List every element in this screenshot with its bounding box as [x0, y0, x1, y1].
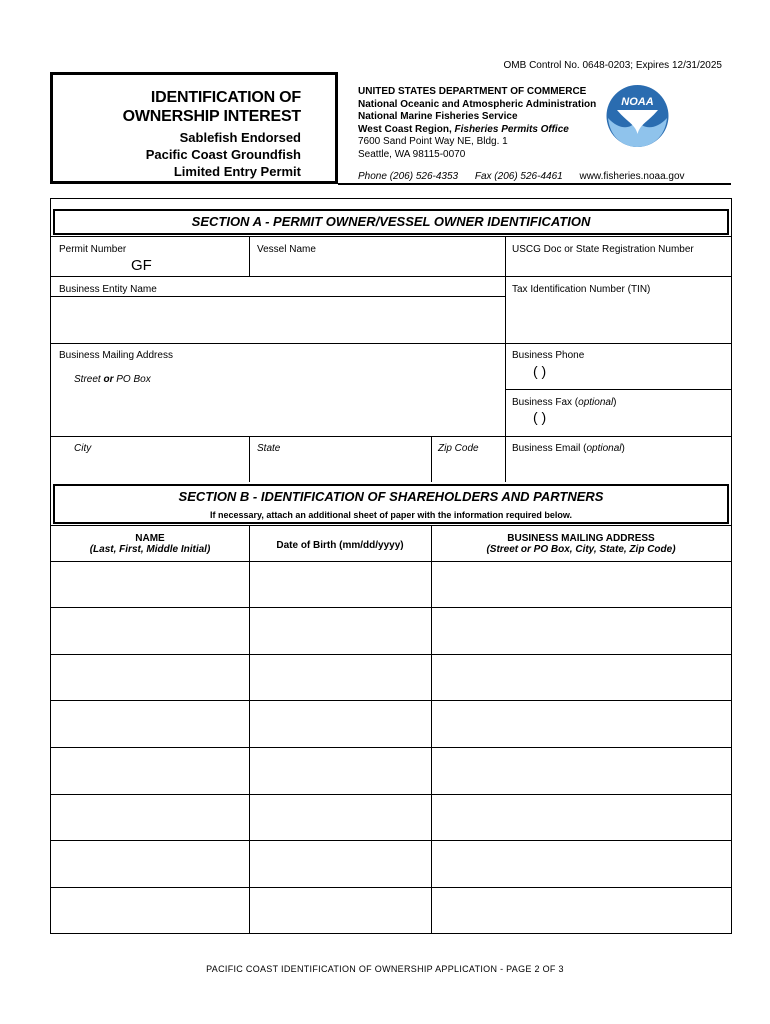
- fax-label-text: Business Fax (: [512, 397, 579, 408]
- agency-address-line-2: Seattle, WA 98115-0070: [358, 148, 466, 160]
- col-dob-header: Date of Birth (mm/dd/yyyy): [276, 540, 404, 551]
- business-entity-name-field[interactable]: [51, 297, 505, 343]
- logo-text: NOAA: [621, 96, 654, 108]
- section-a-header: SECTION A - PERMIT OWNER/VESSEL OWNER IDENTIFICATION: [53, 209, 729, 235]
- agency-region: [358, 124, 596, 137]
- title-line-2: OWNERSHIP INTEREST: [122, 108, 301, 125]
- vessel-name-label: Vessel Name: [257, 244, 316, 255]
- table-row[interactable]: [51, 795, 731, 840]
- subtitle-line-3: Limited Entry Permit: [173, 164, 301, 179]
- zip-code-label: Zip Code: [438, 443, 479, 454]
- table-row[interactable]: [51, 888, 731, 933]
- form-body: [50, 198, 732, 934]
- agency-office: Fisheries Permits Office: [454, 123, 569, 135]
- table-row[interactable]: [51, 655, 731, 700]
- col-name-header: [51, 533, 249, 555]
- tin-label: Tax Identification Number (TIN): [512, 284, 651, 295]
- agency-phone: Phone (206) 526-4353: [358, 171, 459, 182]
- business-entity-name-label: Business Entity Name: [59, 284, 157, 295]
- business-phone-label: Business Phone: [512, 350, 585, 361]
- fax-area-code-field[interactable]: ( ): [533, 409, 547, 425]
- table-row[interactable]: [51, 608, 731, 654]
- email-label-text: Business Email (: [512, 443, 587, 454]
- uscg-number-label: USCG Doc or State Registration Number: [512, 244, 694, 255]
- divider: [51, 276, 731, 277]
- street-hint-street: Street: [74, 374, 104, 385]
- section-b-title: SECTION B - IDENTIFICATION OF SHAREHOLDERS AND PARTNERS: [178, 489, 604, 504]
- form-title: [123, 88, 301, 126]
- header-rule: [338, 183, 731, 185]
- col-address-header: [431, 533, 731, 555]
- col-address-title: BUSINESS MAILING ADDRESS: [507, 533, 655, 544]
- agency-address-block: [358, 86, 596, 161]
- table-row[interactable]: [51, 841, 731, 887]
- form-title-box: [50, 72, 338, 184]
- agency-region-name: West Coast Region,: [358, 123, 455, 135]
- street-hint-or: or: [103, 374, 114, 385]
- subtitle-line-2: Pacific Coast Groundfish: [145, 147, 301, 162]
- table-row[interactable]: [51, 701, 731, 747]
- divider: [505, 389, 731, 390]
- divider: [51, 236, 731, 237]
- fax-optional: optional: [578, 397, 614, 408]
- agency-nmfs: National Marine Fisheries Service: [358, 111, 518, 122]
- divider: [249, 436, 250, 482]
- divider: [51, 343, 731, 344]
- page-footer: PACIFIC COAST IDENTIFICATION OF OWNERSHIP APPLICATION - PAGE 2 OF 3: [206, 964, 564, 974]
- phone-area-code-field[interactable]: ( ): [533, 363, 547, 379]
- mailing-address-label: Business Mailing Address: [59, 350, 173, 361]
- section-b-header: [53, 484, 729, 524]
- title-line-1: IDENTIFICATION OF: [150, 89, 301, 106]
- fax-label-close: ): [613, 397, 617, 408]
- permit-number-prefix[interactable]: GF: [131, 257, 152, 274]
- business-email-label: [512, 443, 625, 454]
- divider: [431, 436, 432, 482]
- permit-number-label: Permit Number: [59, 244, 127, 255]
- agency-contact-line: [358, 171, 699, 182]
- email-optional: optional: [586, 443, 622, 454]
- form-subtitle: [146, 129, 301, 180]
- email-label-close: ): [621, 443, 625, 454]
- city-label: City: [74, 443, 92, 454]
- omb-control-number: OMB Control No. 0648-0203; Expires 12/31/2025: [503, 60, 722, 71]
- divider: [505, 236, 506, 482]
- street-hint-po-box: PO Box: [113, 374, 151, 385]
- agency-website[interactable]: www.fisheries.noaa.gov: [579, 171, 685, 182]
- table-row[interactable]: [51, 748, 731, 794]
- table-row[interactable]: [51, 562, 731, 607]
- street-hint: [74, 374, 151, 385]
- section-b-note: If necessary, attach an additional sheet of paper with the information required below.: [209, 510, 573, 520]
- agency-noaa: National Oceanic and Atmospheric Administration: [358, 98, 597, 110]
- divider: [51, 525, 731, 526]
- noaa-logo-icon: [605, 82, 670, 150]
- agency-fax: Fax (206) 526-4461: [474, 171, 563, 182]
- subtitle-line-1: Sablefish Endorsed: [179, 130, 301, 145]
- divider: [51, 436, 731, 437]
- col-address-subtitle: (Street or PO Box, City, State, Zip Code): [486, 544, 676, 555]
- col-name-title: NAME: [135, 533, 165, 544]
- state-label: State: [257, 443, 281, 454]
- agency-department: UNITED STATES DEPARTMENT OF COMMERCE: [358, 86, 587, 97]
- divider: [249, 236, 250, 276]
- agency-address-line-1: 7600 Sand Point Way NE, Bldg. 1: [358, 136, 508, 147]
- col-name-subtitle: (Last, First, Middle Initial): [89, 544, 211, 555]
- business-fax-label: [512, 397, 617, 408]
